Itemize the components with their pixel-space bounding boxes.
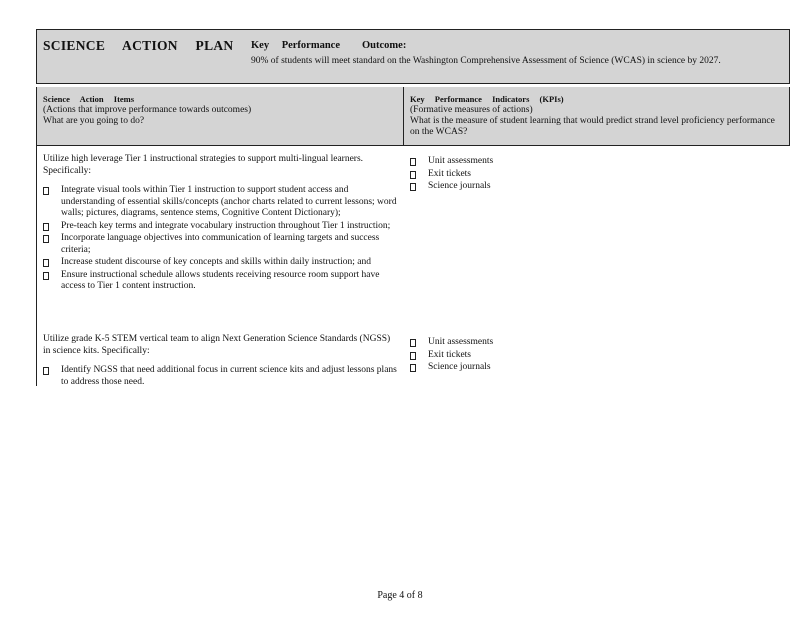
list-item bbox=[43, 270, 399, 293]
action-section-2 bbox=[43, 334, 399, 389]
checkbox-icon bbox=[43, 272, 49, 280]
right-heading: Key Performance Indicators (KPIs) bbox=[410, 94, 564, 104]
item-text: Increase student discourse of key concepts and skills within daily instruction; and bbox=[61, 257, 371, 267]
outcome-text: 90% of students will meet standard on the Washington Comprehensive Assessment of Science (WCAS) in science by 2027. bbox=[251, 56, 721, 66]
action-plan-table bbox=[36, 29, 790, 386]
list-item bbox=[43, 233, 399, 256]
checkbox-icon bbox=[410, 352, 416, 360]
checkbox-icon bbox=[410, 158, 416, 166]
right-column-header bbox=[410, 94, 780, 138]
item-text: Ensure instructional schedule allows students receiving resource room support have access to Tier 1 content instruction. bbox=[61, 269, 380, 291]
kpi-item bbox=[410, 180, 493, 193]
kpi-text: Unit assessments bbox=[428, 156, 494, 166]
checkbox-icon bbox=[410, 183, 416, 191]
outcome-label: Outcome: bbox=[362, 40, 407, 51]
kpi-text: Science journals bbox=[428, 362, 491, 372]
kpi-list-1 bbox=[410, 155, 493, 193]
left-column-header bbox=[43, 94, 398, 127]
left-heading: Science Action Items bbox=[43, 94, 135, 104]
right-question: What is the measure of student learning that would predict strand level proficiency performance on the WCAS? bbox=[410, 116, 775, 137]
checkbox-icon bbox=[43, 367, 49, 375]
kpi-list-2 bbox=[410, 336, 493, 374]
kpo-label: Key Performance bbox=[251, 40, 341, 51]
item-text: Identify NGSS that need additional focus in current science kits and adjust lessons plans to address those need. bbox=[61, 365, 397, 387]
column-divider bbox=[403, 87, 404, 145]
kpi-text: Exit tickets bbox=[428, 168, 472, 179]
item-text: Incorporate language objectives into communication of learning targets and success criteria; bbox=[61, 233, 380, 255]
checkbox-icon bbox=[410, 339, 416, 347]
right-subtitle: (Formative measures of actions) bbox=[410, 105, 533, 115]
item-text: Integrate visual tools within Tier 1 instruction to support student access and understanding of essential skills/concepts (anchor charts related to current lessons; word walls; pictures, diagrams, sentence stems, Cognitive Content Dictionary); bbox=[61, 185, 397, 218]
checkbox-icon bbox=[43, 235, 49, 243]
list-item bbox=[43, 365, 399, 388]
list-item bbox=[43, 185, 399, 220]
checkbox-icon bbox=[43, 187, 49, 195]
kpi-item bbox=[410, 336, 493, 349]
action-section-1 bbox=[43, 154, 399, 294]
list-item bbox=[43, 221, 399, 233]
kpi-item bbox=[410, 155, 493, 168]
kpi-item bbox=[410, 361, 493, 374]
kpi-text: Exit tickets bbox=[428, 349, 472, 360]
page-number: Page 4 of 8 bbox=[377, 590, 423, 601]
page-title: SCIENCE ACTION PLAN bbox=[43, 38, 234, 53]
kpi-text: Unit assessments bbox=[428, 337, 494, 347]
left-subtitle: (Actions that improve performance towards outcomes) bbox=[43, 105, 252, 115]
column-headers bbox=[36, 87, 790, 146]
checkbox-icon bbox=[410, 364, 416, 372]
list-item bbox=[43, 257, 399, 269]
kpi-item bbox=[410, 349, 493, 362]
checkbox-icon bbox=[43, 223, 49, 231]
action-items bbox=[43, 185, 399, 293]
checkbox-icon bbox=[410, 171, 416, 179]
kpi-item bbox=[410, 168, 493, 181]
kpi-text: Science journals bbox=[428, 181, 491, 191]
checkbox-icon bbox=[43, 259, 49, 267]
section-intro: Utilize high leverage Tier 1 instructional strategies to support multi-lingual learners. Specifically: bbox=[43, 154, 364, 176]
plan-body bbox=[36, 146, 790, 386]
action-items bbox=[43, 365, 399, 388]
plan-header bbox=[36, 29, 790, 84]
item-text: Pre-teach key terms and integrate vocabulary instruction throughout Tier 1 instruction; bbox=[61, 220, 391, 231]
left-question: What are you going to do? bbox=[43, 116, 145, 126]
section-intro: Utilize grade K-5 STEM vertical team to align Next Generation Science Standards (NGSS) in science kits. Specifically: bbox=[43, 334, 391, 356]
